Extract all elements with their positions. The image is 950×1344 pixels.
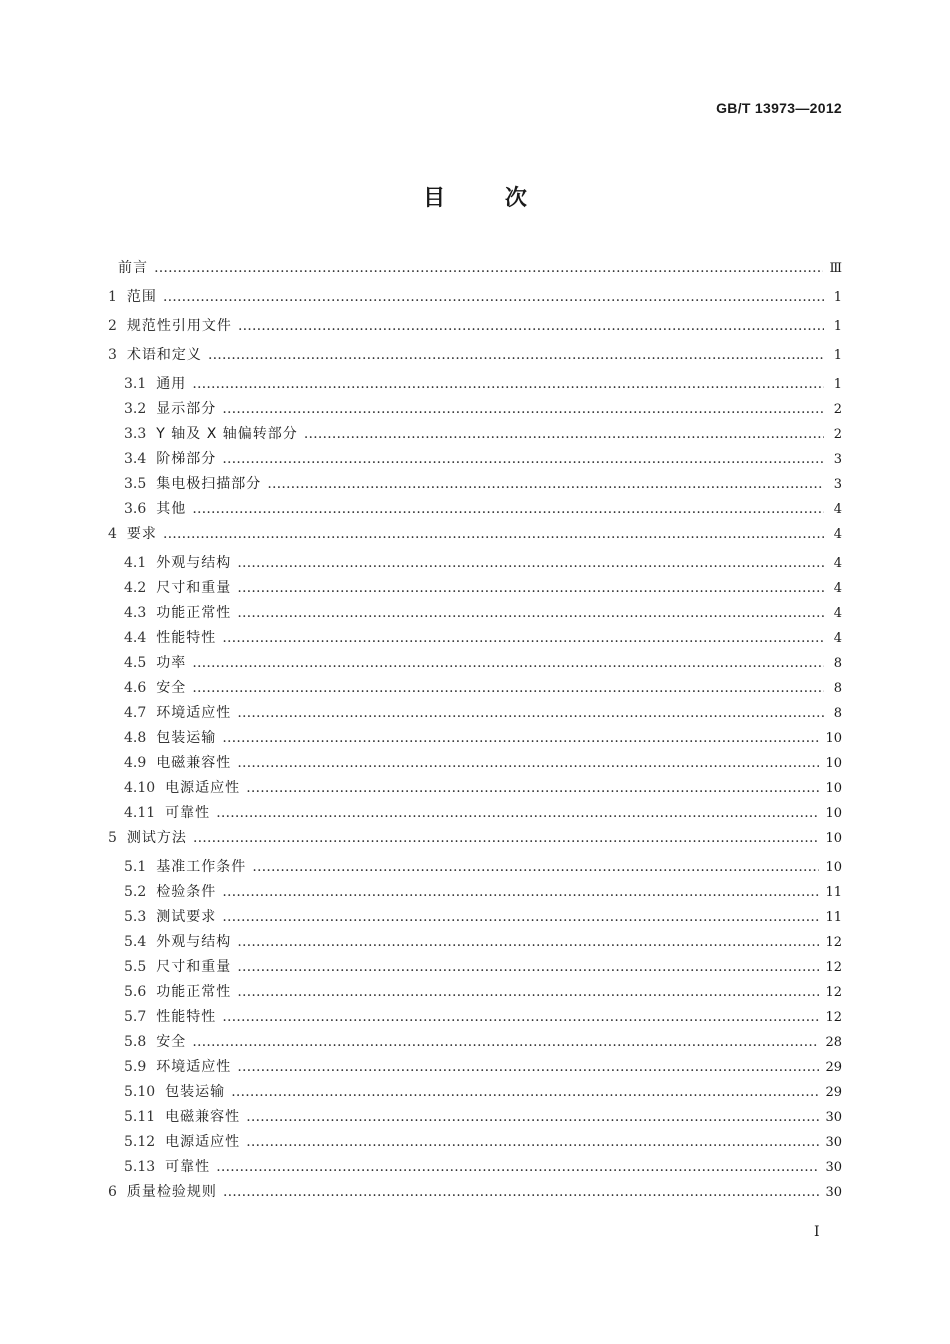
toc-entry-number: 5.1 bbox=[124, 859, 147, 875]
toc-entry-page: 8 bbox=[833, 656, 842, 671]
toc-entry-number: 5.6 bbox=[124, 984, 147, 1000]
toc-entry-label bbox=[108, 1056, 231, 1076]
toc-entry-label bbox=[108, 906, 216, 926]
toc-entry-title: 包装运输 bbox=[165, 1084, 226, 1100]
toc-entry-page: 8 bbox=[833, 706, 842, 721]
toc-entry-title: 范围 bbox=[126, 289, 157, 305]
toc-leader-dots bbox=[223, 1184, 820, 1200]
toc-entry[interactable] bbox=[108, 373, 842, 398]
toc-entry-number: 4.6 bbox=[124, 680, 147, 696]
toc-entry-number: 3.1 bbox=[124, 376, 147, 392]
toc-entry[interactable] bbox=[108, 702, 842, 727]
toc-entry-page: 10 bbox=[825, 731, 842, 746]
toc-entry[interactable] bbox=[108, 652, 842, 677]
toc-entry-title: Y 轴及 X 轴偏转部分 bbox=[156, 426, 298, 442]
toc-entry-number: 5.8 bbox=[124, 1034, 147, 1050]
toc-entry-label bbox=[108, 881, 216, 901]
toc-entry-label bbox=[108, 1006, 216, 1026]
toc-entry[interactable] bbox=[108, 498, 842, 523]
toc-entry[interactable] bbox=[108, 752, 842, 777]
toc-leader-dots bbox=[222, 630, 824, 646]
toc-entry-title: 术语和定义 bbox=[126, 347, 202, 363]
toc-entry-title: 显示部分 bbox=[156, 401, 217, 417]
toc-entry-title: 规范性引用文件 bbox=[126, 318, 232, 334]
toc-entry[interactable] bbox=[108, 448, 842, 473]
toc-entry-number: 1 bbox=[108, 289, 117, 305]
toc-entry-title: 功率 bbox=[156, 655, 187, 671]
toc-entry[interactable] bbox=[108, 856, 842, 881]
toc-entry-number: 5.4 bbox=[124, 934, 147, 950]
toc-leader-dots bbox=[216, 805, 819, 821]
toc-entry-number: 5.3 bbox=[124, 909, 147, 925]
toc-entry-number: 4 bbox=[108, 526, 117, 542]
toc-entry-page: 1 bbox=[833, 290, 842, 305]
toc-leader-dots bbox=[246, 780, 819, 796]
toc-entry[interactable] bbox=[108, 473, 842, 498]
toc-entry[interactable] bbox=[108, 344, 842, 373]
toc-entry-title: 测试方法 bbox=[126, 830, 187, 846]
toc-entry-label bbox=[108, 448, 216, 468]
toc-leader-dots bbox=[163, 526, 824, 542]
toc-entry-title: 可靠性 bbox=[165, 805, 211, 821]
toc-entry-number: 5.10 bbox=[124, 1084, 156, 1100]
toc-entry[interactable] bbox=[108, 286, 842, 315]
toc-entry-number: 5.5 bbox=[124, 959, 147, 975]
toc-entry-label bbox=[108, 856, 246, 876]
toc-entry[interactable] bbox=[108, 1106, 842, 1131]
toc-entry-label bbox=[108, 344, 202, 364]
toc-entry-title: 安全 bbox=[156, 680, 187, 696]
toc-entry-label bbox=[108, 602, 231, 622]
toc-entry-page: 11 bbox=[825, 885, 842, 900]
toc-entry-number: 3.3 bbox=[124, 426, 147, 442]
toc-entry-page: 10 bbox=[825, 860, 842, 875]
toc-leader-dots bbox=[222, 884, 819, 900]
toc-entry-page: 2 bbox=[833, 402, 842, 417]
toc-leader-dots bbox=[222, 730, 819, 746]
page-title bbox=[0, 181, 950, 212]
toc-entry-title: 要求 bbox=[126, 526, 157, 542]
toc-entry-page: 1 bbox=[833, 377, 842, 392]
toc-leader-dots bbox=[252, 859, 819, 875]
toc-entry-title: 功能正常性 bbox=[156, 605, 232, 621]
toc-leader-dots bbox=[237, 1059, 819, 1075]
toc-leader-dots bbox=[237, 580, 824, 596]
toc-entry-page: 4 bbox=[833, 581, 842, 596]
toc-entry-page: 3 bbox=[833, 452, 842, 467]
toc-leader-dots bbox=[208, 347, 824, 363]
toc-entry-page: 10 bbox=[825, 756, 842, 771]
toc-entry-number: 4.9 bbox=[124, 755, 147, 771]
toc-entry-label bbox=[108, 727, 216, 747]
toc-entry-label bbox=[108, 398, 216, 418]
toc-entry-number: 4.2 bbox=[124, 580, 147, 596]
toc-leader-dots bbox=[192, 655, 824, 671]
toc-entry-label bbox=[108, 498, 186, 518]
toc-entry-page: Ⅲ bbox=[829, 261, 842, 276]
toc-entry-page: 1 bbox=[833, 319, 842, 334]
toc-entry-label bbox=[108, 981, 231, 1001]
toc-leader-dots bbox=[192, 680, 824, 696]
toc-entry-title: 集电极扫描部分 bbox=[156, 476, 262, 492]
toc-entry-number: 4.10 bbox=[124, 780, 156, 796]
toc-entry-title: 质量检验规则 bbox=[126, 1184, 217, 1200]
toc-leader-dots bbox=[267, 476, 824, 492]
toc-entry[interactable] bbox=[108, 727, 842, 752]
toc-entry-label bbox=[108, 827, 187, 847]
toc-entry-number: 6 bbox=[108, 1184, 117, 1200]
toc-entry-number: 4.7 bbox=[124, 705, 147, 721]
toc-entry-number: 3.6 bbox=[124, 501, 147, 517]
toc-entry-page: 10 bbox=[825, 831, 842, 846]
table-of-contents bbox=[108, 257, 842, 1210]
toc-leader-dots bbox=[192, 376, 824, 392]
toc-entry-page: 2 bbox=[833, 427, 842, 442]
toc-entry[interactable] bbox=[108, 777, 842, 802]
toc-leader-dots bbox=[193, 830, 820, 846]
toc-entry-label bbox=[108, 677, 186, 697]
toc-entry-label bbox=[108, 373, 186, 393]
toc-entry-title: 前言 bbox=[118, 260, 148, 276]
toc-entry-title: 外观与结构 bbox=[156, 555, 232, 571]
toc-entry-number: 4.5 bbox=[124, 655, 147, 671]
toc-entry-page: 30 bbox=[825, 1185, 842, 1200]
toc-leader-dots bbox=[246, 1109, 819, 1125]
toc-leader-dots bbox=[192, 501, 824, 517]
toc-leader-dots bbox=[237, 755, 819, 771]
toc-leader-dots bbox=[237, 984, 819, 1000]
toc-entry-page: 4 bbox=[833, 502, 842, 517]
toc-entry-number: 5 bbox=[108, 830, 117, 846]
toc-entry-label bbox=[108, 423, 298, 443]
toc-entry-label bbox=[108, 752, 231, 772]
toc-entry-title: 可靠性 bbox=[165, 1159, 211, 1175]
toc-entry-label bbox=[108, 1081, 225, 1101]
toc-entry-page: 11 bbox=[825, 910, 842, 925]
toc-entry-number: 5.2 bbox=[124, 884, 147, 900]
footer-page-number: I bbox=[814, 1224, 820, 1240]
toc-leader-dots bbox=[231, 1084, 819, 1100]
toc-entry-page: 29 bbox=[825, 1060, 842, 1075]
toc-entry-label bbox=[108, 257, 148, 277]
title-char-1: 目 bbox=[423, 186, 446, 211]
toc-entry[interactable] bbox=[108, 577, 842, 602]
toc-entry-number: 4.3 bbox=[124, 605, 147, 621]
toc-entry-page: 10 bbox=[825, 781, 842, 796]
toc-entry-page: 12 bbox=[825, 1010, 842, 1025]
toc-leader-dots bbox=[304, 426, 824, 442]
toc-entry-title: 功能正常性 bbox=[156, 984, 232, 1000]
toc-entry-label bbox=[108, 627, 216, 647]
toc-entry-label bbox=[108, 702, 231, 722]
title-char-2: 次 bbox=[504, 186, 527, 211]
toc-entry-title: 电磁兼容性 bbox=[165, 1109, 241, 1125]
toc-entry-page: 29 bbox=[825, 1085, 842, 1100]
toc-entry[interactable] bbox=[108, 1081, 842, 1106]
toc-leader-dots bbox=[163, 289, 824, 305]
toc-entry[interactable] bbox=[108, 552, 842, 577]
toc-entry-title: 环境适应性 bbox=[156, 1059, 232, 1075]
toc-entry-page: 30 bbox=[825, 1135, 842, 1150]
toc-entry-page: 12 bbox=[825, 935, 842, 950]
toc-entry-page: 4 bbox=[833, 631, 842, 646]
toc-entry-title: 检验条件 bbox=[156, 884, 217, 900]
toc-entry-title: 包装运输 bbox=[156, 730, 217, 746]
toc-entry-label bbox=[108, 523, 157, 543]
toc-entry-number: 3 bbox=[108, 347, 117, 363]
toc-entry-label bbox=[108, 315, 232, 335]
toc-entry-title: 基准工作条件 bbox=[156, 859, 247, 875]
toc-entry[interactable] bbox=[108, 1156, 842, 1181]
toc-entry-title: 性能特性 bbox=[156, 1009, 217, 1025]
toc-leader-dots bbox=[246, 1134, 819, 1150]
toc-entry-number: 3.5 bbox=[124, 476, 147, 492]
toc-leader-dots bbox=[237, 555, 824, 571]
toc-entry-title: 安全 bbox=[156, 1034, 187, 1050]
toc-entry[interactable] bbox=[108, 1131, 842, 1156]
toc-leader-dots bbox=[216, 1159, 819, 1175]
toc-entry-label bbox=[108, 931, 231, 951]
toc-entry-number: 3.4 bbox=[124, 451, 147, 467]
toc-entry-page: 4 bbox=[833, 606, 842, 621]
toc-leader-dots bbox=[237, 705, 824, 721]
toc-entry[interactable] bbox=[108, 931, 842, 956]
toc-entry[interactable] bbox=[108, 523, 842, 552]
toc-entry-page: 12 bbox=[825, 960, 842, 975]
toc-entry-number: 4.11 bbox=[124, 805, 156, 821]
toc-entry-title: 电源适应性 bbox=[165, 780, 241, 796]
toc-entry[interactable] bbox=[108, 1031, 842, 1056]
toc-leader-dots bbox=[222, 909, 819, 925]
toc-entry-label bbox=[108, 652, 186, 672]
toc-entry-page: 8 bbox=[833, 681, 842, 696]
toc-entry-page: 1 bbox=[833, 348, 842, 363]
toc-entry[interactable] bbox=[108, 1181, 842, 1210]
toc-entry-title: 环境适应性 bbox=[156, 705, 232, 721]
toc-entry-title: 外观与结构 bbox=[156, 934, 232, 950]
toc-entry-page: 10 bbox=[825, 806, 842, 821]
toc-entry-title: 尺寸和重量 bbox=[156, 580, 232, 596]
toc-leader-dots bbox=[237, 959, 819, 975]
toc-entry-number: 4.1 bbox=[124, 555, 147, 571]
toc-entry[interactable] bbox=[108, 398, 842, 423]
toc-entry-number: 5.13 bbox=[124, 1159, 156, 1175]
toc-leader-dots bbox=[154, 260, 823, 276]
toc-entry-title: 测试要求 bbox=[156, 909, 217, 925]
toc-entry-page: 4 bbox=[833, 527, 842, 542]
toc-entry[interactable] bbox=[108, 315, 842, 344]
toc-entry-title: 电磁兼容性 bbox=[156, 755, 232, 771]
toc-entry-number: 2 bbox=[108, 318, 117, 334]
toc-entry-title: 通用 bbox=[156, 376, 187, 392]
toc-entry[interactable] bbox=[108, 881, 842, 906]
toc-entry-page: 30 bbox=[825, 1110, 842, 1125]
toc-entry-label bbox=[108, 552, 231, 572]
toc-entry-number: 4.8 bbox=[124, 730, 147, 746]
toc-entry-label bbox=[108, 1031, 186, 1051]
toc-entry-page: 4 bbox=[833, 556, 842, 571]
toc-entry-label bbox=[108, 777, 240, 797]
toc-entry-page: 12 bbox=[825, 985, 842, 1000]
toc-entry-number: 5.12 bbox=[124, 1134, 156, 1150]
toc-entry-number: 5.11 bbox=[124, 1109, 156, 1125]
toc-leader-dots bbox=[237, 934, 819, 950]
toc-entry-label bbox=[108, 956, 231, 976]
toc-entry-label bbox=[108, 1156, 210, 1176]
toc-entry-page: 30 bbox=[825, 1160, 842, 1175]
toc-leader-dots bbox=[222, 451, 824, 467]
toc-leader-dots bbox=[238, 318, 824, 334]
toc-entry[interactable] bbox=[108, 257, 842, 286]
toc-entry[interactable] bbox=[108, 802, 842, 827]
toc-entry-label bbox=[108, 473, 261, 493]
toc-entry[interactable] bbox=[108, 827, 842, 856]
toc-entry-label bbox=[108, 1106, 240, 1126]
standard-code: GB/T 13973—2012 bbox=[716, 100, 842, 116]
toc-leader-dots bbox=[222, 401, 824, 417]
toc-leader-dots bbox=[222, 1009, 819, 1025]
toc-entry[interactable] bbox=[108, 906, 842, 931]
toc-entry-title: 电源适应性 bbox=[165, 1134, 241, 1150]
toc-entry-label bbox=[108, 802, 210, 822]
toc-entry-label bbox=[108, 1131, 240, 1151]
toc-entry-number: 5.9 bbox=[124, 1059, 147, 1075]
toc-entry-title: 尺寸和重量 bbox=[156, 959, 232, 975]
toc-entry-page: 3 bbox=[833, 477, 842, 492]
toc-entry-label bbox=[108, 286, 157, 306]
toc-entry-title: 其他 bbox=[156, 501, 187, 517]
toc-entry[interactable] bbox=[108, 956, 842, 981]
toc-leader-dots bbox=[192, 1034, 819, 1050]
toc-leader-dots bbox=[237, 605, 824, 621]
toc-entry-number: 3.2 bbox=[124, 401, 147, 417]
toc-entry[interactable] bbox=[108, 627, 842, 652]
toc-entry-title: 性能特性 bbox=[156, 630, 217, 646]
toc-entry-number: 5.7 bbox=[124, 1009, 147, 1025]
toc-entry[interactable] bbox=[108, 981, 842, 1006]
toc-entry[interactable] bbox=[108, 1006, 842, 1031]
toc-entry[interactable] bbox=[108, 677, 842, 702]
toc-entry-label bbox=[108, 1181, 217, 1201]
toc-entry[interactable] bbox=[108, 602, 842, 627]
toc-entry[interactable] bbox=[108, 423, 842, 448]
toc-entry-title: 阶梯部分 bbox=[156, 451, 217, 467]
toc-entry-number: 4.4 bbox=[124, 630, 147, 646]
toc-entry[interactable] bbox=[108, 1056, 842, 1081]
toc-entry-label bbox=[108, 577, 231, 597]
toc-entry-page: 28 bbox=[825, 1035, 842, 1050]
